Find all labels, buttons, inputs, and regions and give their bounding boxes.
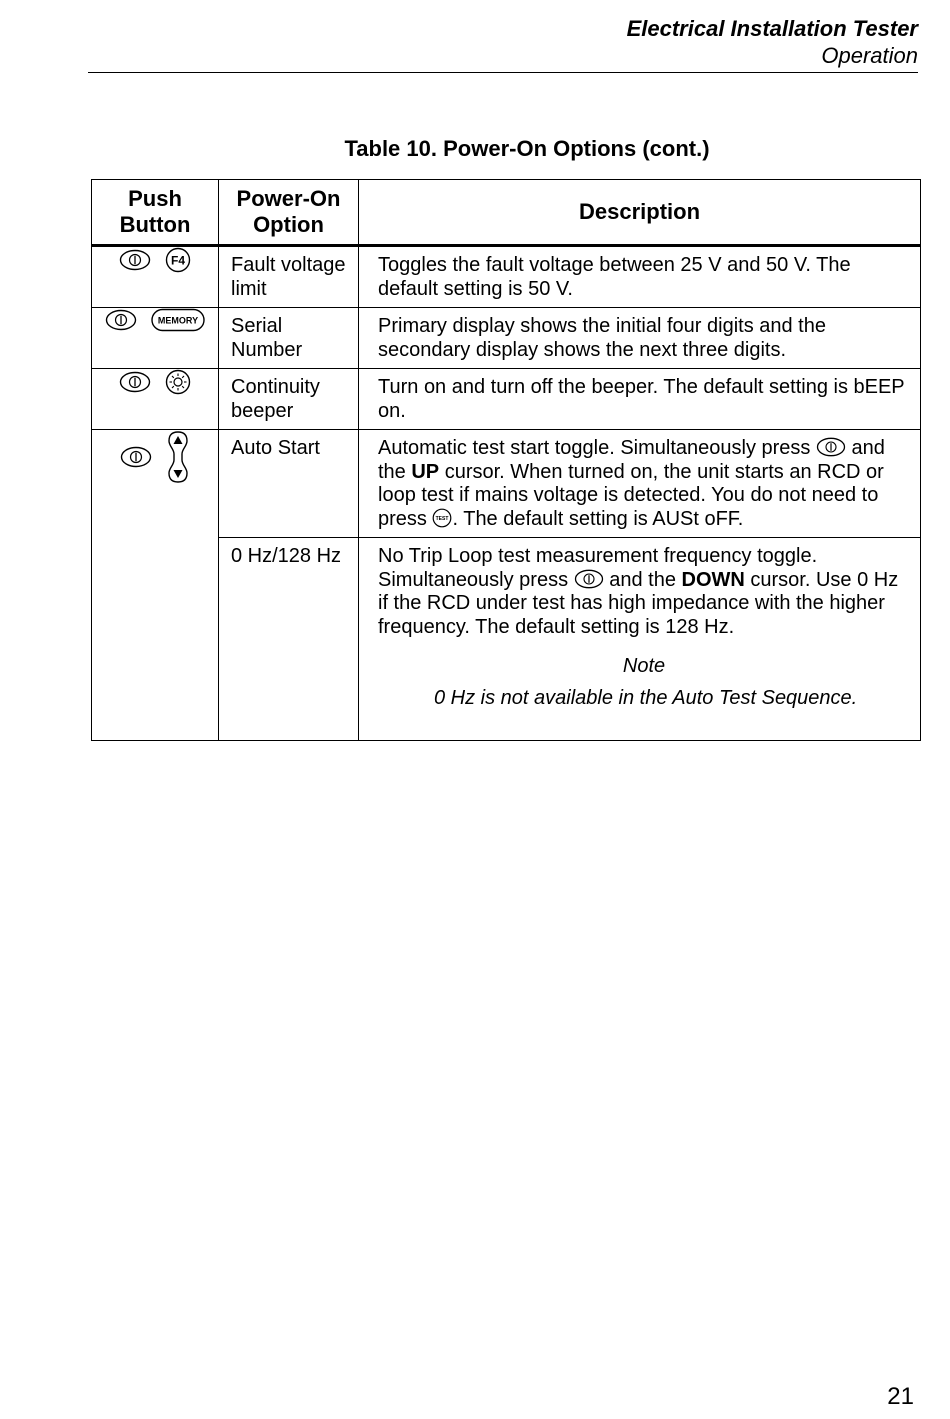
option-cell: 0 Hz/128 Hz — [219, 538, 359, 741]
push-button-cell — [92, 246, 219, 308]
table-row — [92, 369, 921, 430]
memory-key-icon — [151, 308, 205, 332]
running-header-section: Operation — [821, 43, 918, 68]
power-on-options-table — [91, 179, 921, 741]
option-cell: Fault voltage limit — [219, 246, 359, 308]
power-icon — [105, 309, 137, 331]
table-row — [92, 430, 921, 538]
table-caption: Table 10. Power-On Options (cont.) — [344, 136, 710, 161]
description-cell: Primary display shows the initial four digits and the secondary display shows the next three digits. — [359, 308, 921, 369]
power-icon — [119, 249, 151, 271]
power-icon — [574, 569, 604, 589]
push-button-cell — [92, 369, 219, 430]
option-cell: Continuity beeper — [219, 369, 359, 430]
running-header-title: Electrical Installation Tester — [626, 16, 918, 41]
push-button-cell — [92, 430, 219, 741]
header-rule — [88, 72, 918, 73]
page-number: 21 — [887, 1383, 914, 1410]
test-key-icon — [432, 508, 452, 528]
description-cell — [359, 538, 921, 741]
push-button-cell — [92, 308, 219, 369]
table-row — [92, 308, 921, 369]
column-header-push-button: Push Button — [92, 180, 219, 246]
svg-text:TEST: TEST — [436, 515, 449, 522]
power-icon — [120, 446, 152, 468]
description-cell: Automatic test start toggle. Simultaneously press and the UP cursor. When turned on, the unit starts an RCD or loop test if mains voltage is detected. You do not need to press TEST . The default setting is AUSt oFF. — [359, 430, 921, 538]
table-row — [92, 246, 921, 308]
description-cell: Turn on and turn off the beeper. The default setting is bEEP on. — [359, 369, 921, 430]
option-cell: Serial Number — [219, 308, 359, 369]
note-heading: Note — [622, 655, 666, 677]
up-down-cursor-icon — [166, 430, 190, 484]
table-header-row — [92, 180, 921, 246]
note-text: 0 Hz is not available in the Auto Test Sequence. — [434, 686, 858, 709]
power-icon — [119, 371, 151, 393]
description-cell: Toggles the fault voltage between 25 V and 50 V. The default setting is 50 V. — [359, 246, 921, 308]
option-cell: Auto Start — [219, 430, 359, 538]
svg-text:F4: F4 — [170, 253, 186, 268]
column-header-description: Description — [359, 180, 921, 246]
svg-text:MEMORY: MEMORY — [157, 315, 199, 326]
backlight-icon — [165, 369, 191, 395]
power-icon — [816, 437, 846, 457]
column-header-power-on-option: Power-On Option — [219, 180, 359, 246]
f4-key-icon — [165, 247, 191, 273]
description-text: No Trip Loop test measurement frequency toggle. Simultaneously press and the DOWN cursor. Use 0 Hz if the RCD under test has high impedance with the higher frequency. The default setting is 128 Hz. — [378, 545, 899, 638]
